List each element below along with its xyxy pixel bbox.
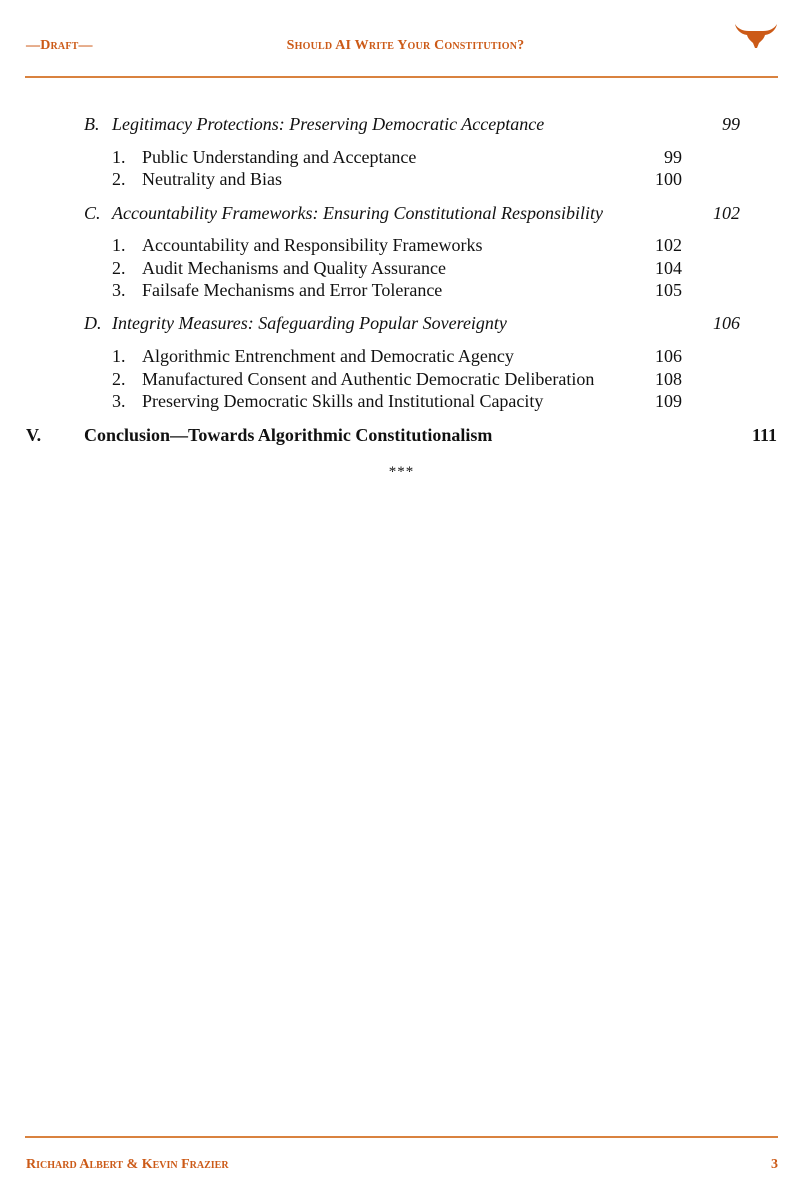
item-number: 3.: [112, 391, 126, 411]
part-title: Conclusion—Towards Algorithmic Constitutionalism: [84, 425, 493, 445]
toc-item[interactable]: [112, 234, 682, 256]
item-number: 2.: [112, 369, 126, 389]
item-title: Audit Mechanisms and Quality Assurance: [142, 258, 446, 278]
item-number: 1.: [112, 235, 126, 255]
footer-page-number: 3: [771, 1157, 778, 1172]
toc-section-c[interactable]: [84, 202, 744, 224]
footer-authors: Richard Albert & Kevin Frazier: [26, 1157, 229, 1172]
longhorn-icon: [734, 20, 778, 50]
item-number: 2.: [112, 258, 126, 278]
part-numeral: V.: [26, 425, 42, 445]
running-title: Should AI Write Your Constitution?: [286, 38, 525, 53]
toc-item[interactable]: [112, 345, 682, 367]
toc-item[interactable]: [112, 146, 682, 168]
toc-section-d[interactable]: [84, 312, 744, 334]
item-number: 1.: [112, 147, 126, 167]
section-separator: ***: [388, 464, 415, 480]
toc-item[interactable]: [112, 168, 682, 190]
section-letter: B.: [84, 114, 100, 134]
section-page: 106: [713, 313, 740, 333]
toc-item[interactable]: [112, 279, 682, 301]
section-letter: D.: [84, 313, 102, 333]
item-title: Public Understanding and Acceptance: [142, 147, 417, 167]
part-page: 111: [751, 425, 777, 445]
section-page: 102: [713, 203, 740, 223]
section-page: 99: [722, 114, 740, 134]
header-rule: [25, 76, 778, 78]
toc-item[interactable]: [112, 257, 682, 279]
item-title: Failsafe Mechanisms and Error Tolerance: [142, 280, 443, 300]
item-number: 3.: [112, 280, 126, 300]
item-title: Neutrality and Bias: [142, 169, 282, 189]
item-title: Algorithmic Entrenchment and Democratic Agency: [142, 346, 514, 366]
toc-item[interactable]: [112, 368, 682, 390]
toc-item[interactable]: [112, 390, 682, 412]
item-page: 106: [655, 346, 682, 366]
section-title: Integrity Measures: Safeguarding Popular Sovereignty: [112, 313, 507, 333]
toc-part-v[interactable]: [26, 424, 777, 446]
item-page: 108: [655, 369, 682, 389]
footer-rule: [25, 1136, 778, 1138]
item-page: 109: [655, 391, 682, 411]
item-page: 102: [655, 235, 682, 255]
item-number: 1.: [112, 346, 126, 366]
item-page: 100: [655, 169, 682, 189]
item-title: Preserving Democratic Skills and Institutional Capacity: [142, 391, 544, 411]
section-title: Accountability Frameworks: Ensuring Constitutional Responsibility: [112, 203, 603, 223]
section-letter: C.: [84, 203, 101, 223]
item-title: Accountability and Responsibility Frameworks: [142, 235, 483, 255]
section-title: Legitimacy Protections: Preserving Democratic Acceptance: [112, 114, 545, 134]
page-header: [0, 0, 811, 80]
item-page: 99: [664, 147, 682, 167]
draft-mark: —Draft—: [26, 38, 93, 53]
item-page: 105: [655, 280, 682, 300]
item-number: 2.: [112, 169, 126, 189]
toc-section-b[interactable]: [84, 113, 744, 135]
item-title: Manufactured Consent and Authentic Democratic Deliberation: [142, 369, 595, 389]
item-page: 104: [655, 258, 682, 278]
